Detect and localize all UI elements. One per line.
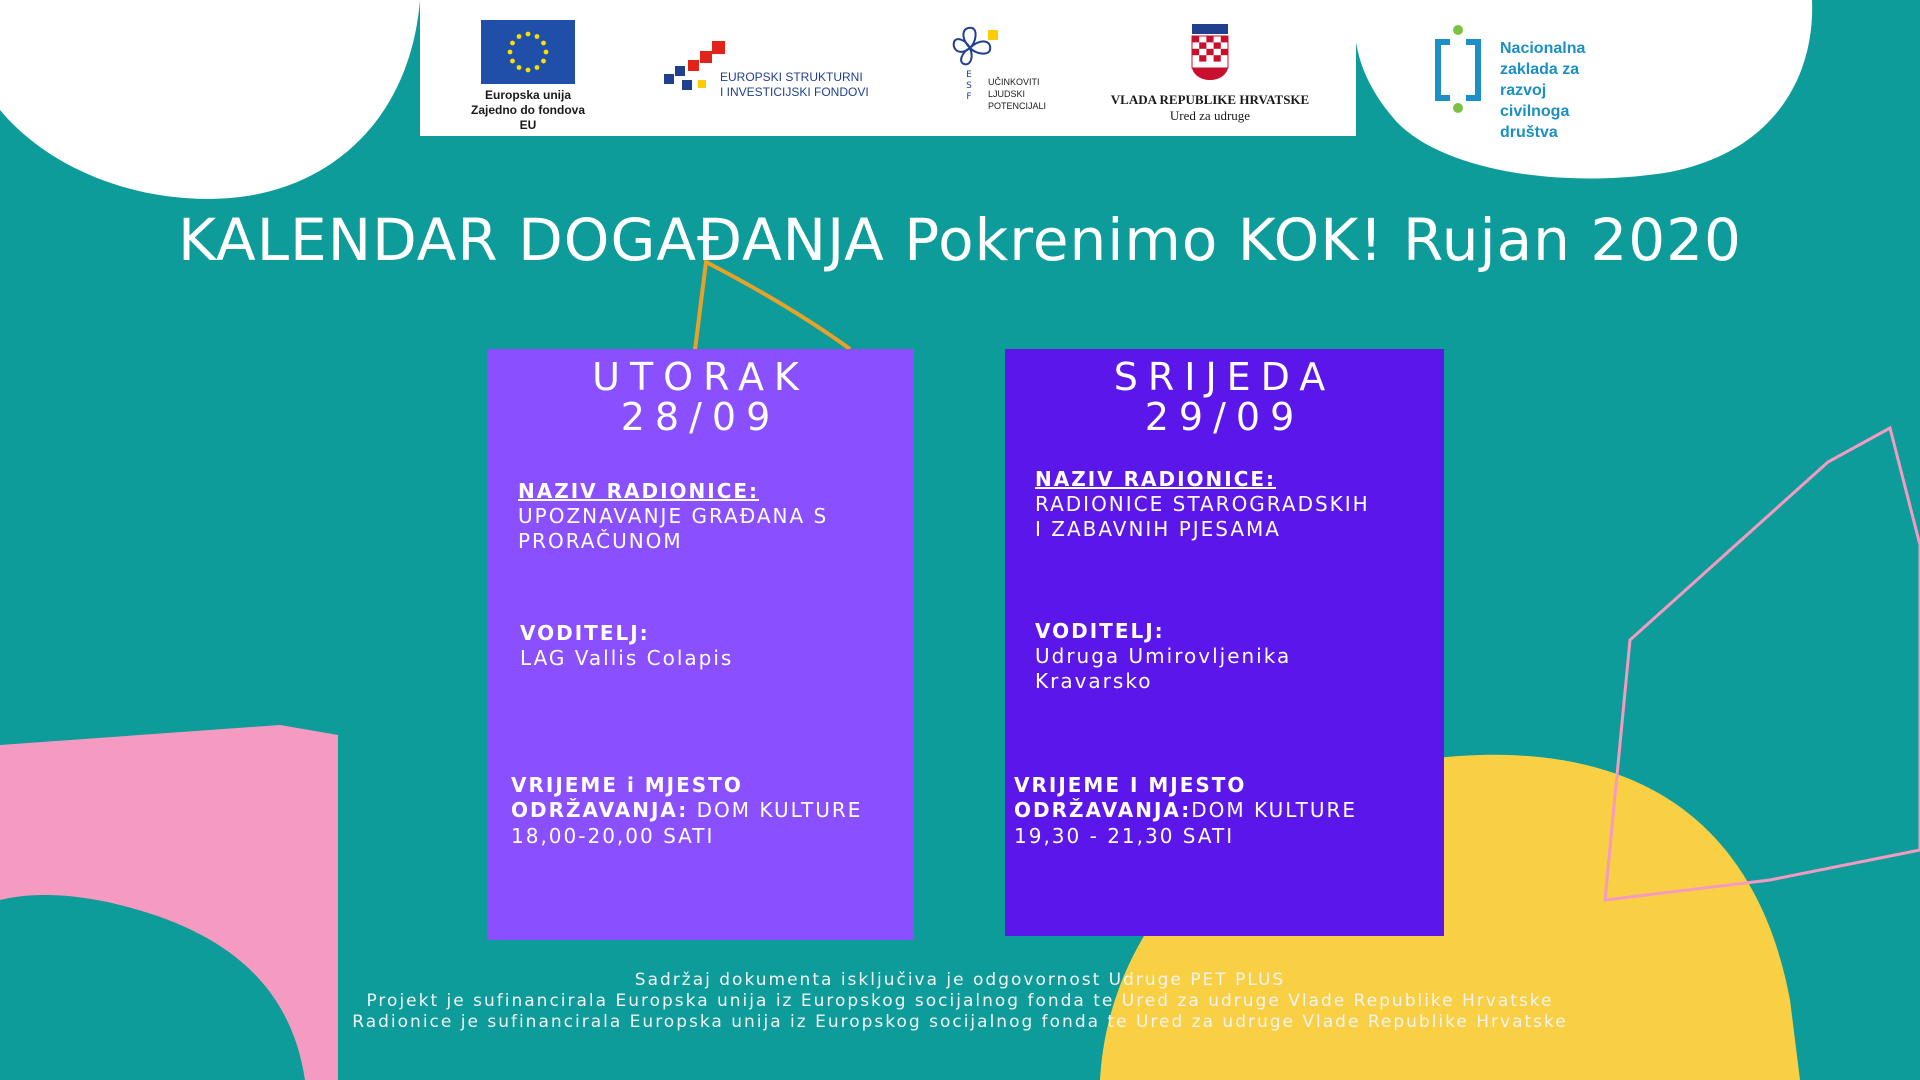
workshop-name-2: PRORAČUNOM (518, 529, 683, 553)
event-place: DOM KULTURE (688, 798, 863, 822)
leader-label: VODITELJ: (520, 621, 650, 645)
government-logo (1100, 22, 1320, 124)
leader-name-1: LAG Vallis Colapis (520, 646, 734, 670)
workshop-label: NAZIV RADIONICE: (1035, 467, 1277, 491)
workshop-name-1: RADIONICE STAROGRADSKIH (1035, 492, 1370, 516)
nzrcd-line-5: društva (1500, 124, 1558, 141)
logo-banner (420, 0, 1356, 136)
eu-caption-2: Zajedno do fondova EU (471, 103, 585, 132)
workshop-name-1: UPOZNAVANJE GRAĐANA S (518, 504, 829, 528)
event-time: 19,30 - 21,30 SATI (1014, 824, 1235, 848)
gov-line-2: Ured za udruge (1169, 108, 1251, 123)
leader-label: VODITELJ: (1035, 619, 1165, 643)
eu-logo (468, 20, 588, 133)
footer-line-1: Sadržaj dokumenta isključiva je odgovornost Udruge PET PLUS (634, 970, 1286, 990)
time-label-2: ODRŽAVANJA: (511, 798, 689, 822)
footer-line-2: Projekt je sufinancirala Europska unija iz Europskog socijalnog fonda te Ured za udruge Vlade Republike Hrvatske (366, 991, 1554, 1011)
footer-disclaimer (0, 970, 1920, 1033)
esf-text-1: UČINKOVITI (988, 77, 1040, 87)
esf-letters: E S F (966, 70, 972, 102)
nzrcd-logo (1430, 24, 1630, 144)
workshop-block (1035, 467, 1370, 542)
nzrcd-text (1500, 38, 1585, 143)
orange-line (695, 262, 850, 350)
event-card-tuesday (487, 349, 914, 940)
bracket-icon (1430, 24, 1490, 114)
nzrcd-line-4: civilnoga (1500, 103, 1570, 120)
nzrcd-line-2: zaklada za (1500, 61, 1580, 78)
esf-flower-icon (950, 20, 1010, 80)
white-blob-left (0, 0, 420, 199)
workshop-label: NAZIV RADIONICE: (518, 479, 760, 503)
eu-caption-1: Europska unija (484, 88, 572, 102)
workshop-block (518, 479, 828, 554)
gov-line-1: VLADA REPUBLIKE HRVATSKE (1110, 92, 1310, 107)
leader-block (1035, 619, 1291, 694)
leader-block (520, 621, 733, 671)
time-label-2: ODRŽAVANJA: (1014, 798, 1192, 822)
esif-line-2: I INVESTICIJSKI FONDOVI (720, 85, 869, 99)
esf-text (988, 76, 1046, 112)
time-place-block (1014, 773, 1357, 849)
time-label-1: VRIJEME I MJESTO (1014, 773, 1247, 797)
nzrcd-line-1: Nacionalna (1500, 40, 1586, 57)
event-place: DOM KULTURE (1191, 798, 1358, 822)
croatian-coat-of-arms-icon (1188, 22, 1232, 82)
page-title: KALENDAR DOGAĐANJA Pokrenimo KOK! Rujan 2020 (178, 206, 1742, 274)
time-place-block (511, 773, 862, 849)
eu-flag-icon (481, 20, 575, 84)
event-date: 28/09 (620, 395, 781, 439)
event-date: 29/09 (1144, 395, 1305, 439)
event-card-wednesday (1005, 349, 1444, 936)
esf-text-2: LJUDSKI (988, 89, 1026, 99)
footer-line-3: Radionice je sufinancirala Europska unija iz Europskog socijalnog fonda te Ured za udruge Vlade Republike Hrvatske (352, 1012, 1568, 1032)
workshop-name-2: I ZABAVNIH PJESAMA (1035, 517, 1281, 541)
esif-line-1: EUROPSKI STRUKTURNI (720, 70, 863, 84)
event-day: SRIJEDA (1113, 355, 1336, 399)
event-day: UTORAK (592, 355, 809, 399)
esif-text (720, 70, 869, 100)
event-time: 18,00-20,00 SATI (511, 824, 715, 848)
leader-name-1: Udruga Umirovljenika (1035, 644, 1292, 668)
nzrcd-line-3: razvoj (1500, 82, 1547, 99)
leader-name-2: Kravarsko (1035, 669, 1153, 693)
time-label-1: VRIJEME i MJESTO (511, 773, 743, 797)
esf-text-3: POTENCIJALI (988, 101, 1047, 111)
